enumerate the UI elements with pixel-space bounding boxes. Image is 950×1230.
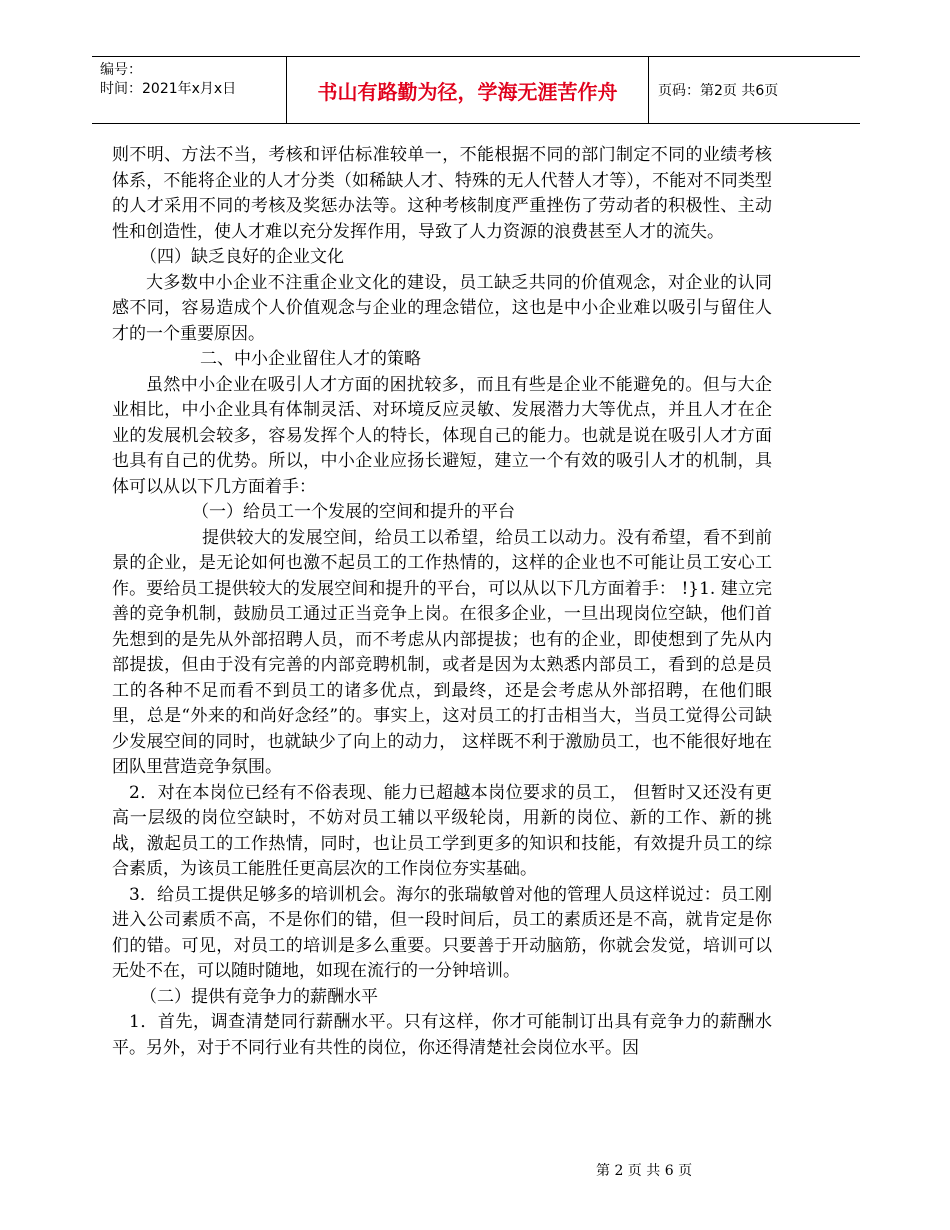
paragraph: 大多数中小企业不注重企业文化的建设，员工缺乏共同的价值观念，对企业的认同感不同，容易造成个人价值观念与企业的理念错位，这也是中小企业难以吸引与留住人才的一个重要原因。 [112, 272, 772, 344]
number-label: 编号： [100, 62, 142, 78]
document-header [92, 56, 860, 124]
header-page-info: 页码：第2页 共6页 [658, 83, 779, 99]
page-footer: 第 2 页 共 6 页 [596, 1163, 693, 1179]
header-meta [100, 61, 290, 99]
paragraph: 提供较大的发展空间，给员工以希望，给员工以动力。没有希望，看不到前景的企业，是无论如何也激不起员工的工作热情的，这样的企业也不可能让员工安心工作。要给员工提供较大的发展空间和提升的平台，可以从以下几方面着手： !}1. 建立完善的竞争机制，鼓励员工通过正当竞争上岗。在很多企业，一旦出现岗位空缺，他们首先想到的是先从外部招聘人员，而不考虑从内部提拔；也有的企业，即使想到了先从内部提拔，但由于没有完善的内部竞聘机制，或者是因为太熟悉内部员工，看到的总是员工的各种不足而看不到员工的诸多优点，到最终，还是会考虑从外部招聘，在他们眼里，总是“外来的和尚好念经”的。事实上，这对员工的打击相当大，当员工觉得公司缺少发展空间的同时，也就缺少了向上的动力， 这样既不利于激励员工，也不能很好地在团队里营造竞争氛围。 [112, 527, 772, 777]
time-label: 时间：2021年x月x日 [100, 81, 237, 97]
paragraph: 虽然中小企业在吸引人才方面的困扰较多，而且有些是企业不能避免的。但与大企业相比，中小企业具有体制灵活、对环境反应灵敏、发展潜力大等优点，并且人才在企业的发展机会较多，容易发挥个人的特长，体现自己的能力。也就是说在吸引人才方面也具有自己的优势。所以，中小企业应扬长避短，建立一个有效的吸引人才的机制，具体可以从以下几方面着手： [112, 374, 772, 497]
paragraph: 则不明、方法不当，考核和评估标准较单一，不能根据不同的部门制定不同的业绩考核体系，不能将企业的人才分类（如稀缺人才、特殊的无人代替人才等），不能对不同类型的人才采用不同的考核及奖惩办法等。这种考核制度严重挫伤了劳动者的积极性、主动性和创造性，使人才难以充分发挥作用，导致了人力资源的浪费甚至人才的流失。 [112, 145, 772, 242]
document-body [112, 143, 772, 1061]
paragraph: 1．首先，调查清楚同行薪酬水平。只有这样，你才可能制订出具有竞争力的薪酬水平。另外，对于不同行业有共性的岗位，你还得清楚社会岗位水平。因 [112, 1012, 772, 1058]
section-heading: （二）提供有竞争力的薪酬水平 [140, 986, 378, 1007]
section-heading: （四）缺乏良好的企业文化 [140, 247, 344, 267]
header-motto: 书山有路勤为径，学海无涯苦作舟 [317, 79, 618, 104]
paragraph: 2．对在本岗位已经有不俗表现、能力已超越本岗位要求的员工， 但暂时又还没有更高一层级的岗位空缺时，不妨对员工辅以平级轮岗，用新的岗位、新的工作、新的挑战，激起员工的工作热情，同时，也让员工学到更多的知识和技能，有效提升员工的综合素质，为该员工能胜任更高层次的工作岗位夯实基础。 [112, 782, 772, 879]
paragraph: 3．给员工提供足够多的培训机会。海尔的张瑞敏曾对他的管理人员这样说过：员工刚进入公司素质不高，不是你们的错，但一段时间后，员工的素质还是不高，就肯定是你们的错。可见，对员工的培训是多么重要。只要善于开动脑筋，你就会发觉，培训可以无处不在，可以随时随地，如现在流行的一分钟培训。 [112, 884, 772, 981]
chapter-heading: 二、中小企业留住人才的策略 [200, 349, 421, 369]
section-heading: （一）给员工一个发展的空间和提升的平台 [192, 502, 515, 522]
header-divider [648, 57, 649, 123]
